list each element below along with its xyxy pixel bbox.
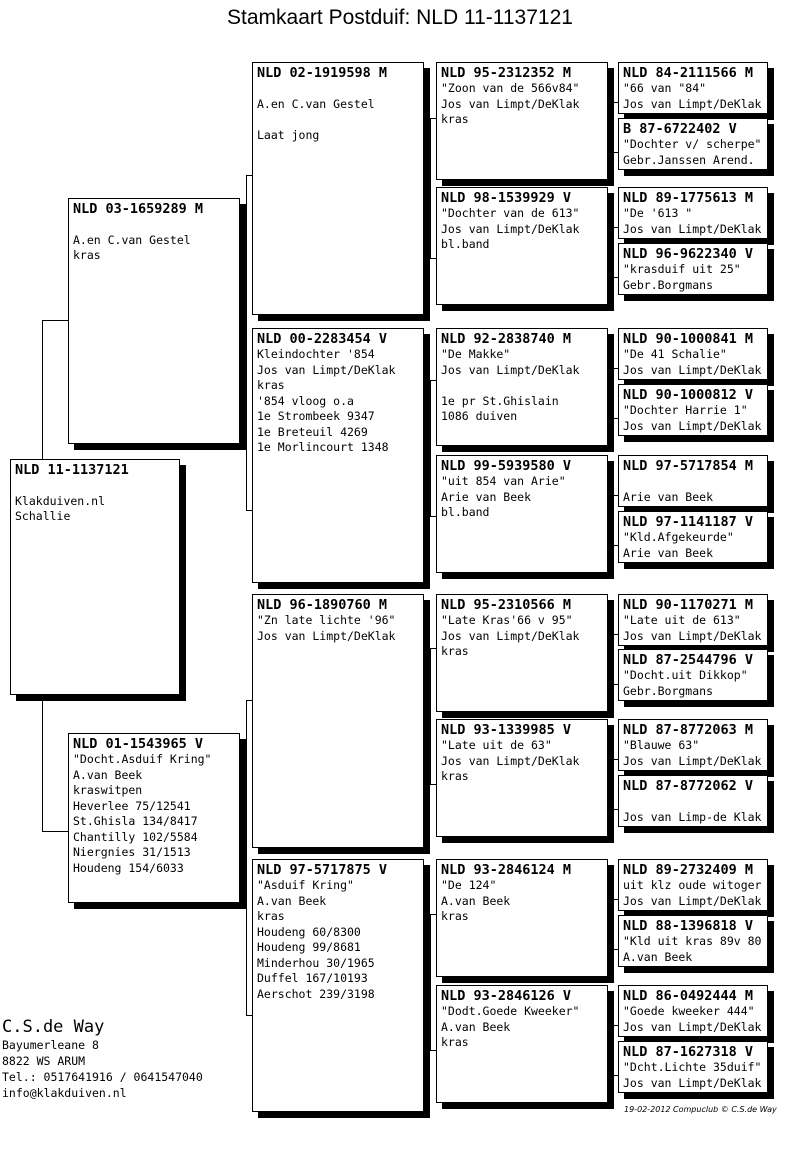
- connector-line: [612, 277, 618, 278]
- pigeon-info-line: Jos van Limpt/DeKlak: [623, 221, 762, 236]
- connector-line: [430, 914, 436, 915]
- connector-line: [430, 914, 431, 1050]
- pigeon-info-line: "66 van "84": [623, 81, 707, 95]
- pigeon-card: [436, 455, 608, 573]
- pigeon-card: [618, 985, 768, 1037]
- pigeon-info-line: kras: [441, 769, 469, 783]
- connector-line: [612, 899, 613, 949]
- pigeon-card: [252, 594, 424, 848]
- pigeon-info-line: kras: [257, 909, 285, 923]
- pigeon-card: [618, 649, 768, 701]
- ring-number: NLD 98-1539929 V: [441, 190, 572, 206]
- pigeon-info-line: "Goede kweeker 444": [623, 1004, 755, 1018]
- pigeon-info-line: [73, 217, 235, 233]
- pigeon-info-line: [257, 112, 419, 128]
- connector-line: [42, 320, 43, 459]
- pigeon-card: [252, 328, 424, 583]
- pigeon-info-line: uit klz oude witoger: [623, 878, 762, 892]
- pigeon-info-line: Aerschot 239/3198: [257, 986, 375, 1001]
- pigeon-info-line: Jos van Limpt/DeKlak: [623, 418, 762, 433]
- pigeon-info-line: "De 124": [441, 878, 497, 892]
- connector-line: [612, 495, 613, 545]
- connector-line: [612, 684, 618, 685]
- pigeon-info-line: Gebr.Borgmans: [623, 683, 714, 698]
- pigeon-card: [252, 62, 424, 315]
- connector-line: [430, 118, 436, 119]
- pigeon-info-line: Kleindochter '854: [257, 347, 375, 361]
- connector-line: [430, 118, 431, 258]
- pigeon-info-line: A.en C.van Gestel: [257, 96, 375, 111]
- pigeon-info-line: Jos van Limpt/DeKlak: [623, 893, 762, 908]
- pigeon-info-line: "Late uit de 63": [441, 738, 552, 752]
- pigeon-card: [618, 859, 768, 911]
- connector-line: [612, 759, 613, 809]
- pigeon-info-line: Jos van Limp-de Klak: [623, 809, 762, 824]
- pigeon-info-line: Houdeng 154/6033: [73, 860, 184, 875]
- ring-number: NLD 96-1890760 M: [257, 597, 388, 613]
- pigeon-card: [618, 719, 768, 771]
- connector-line: [246, 700, 247, 1015]
- pigeon-card: [252, 859, 424, 1112]
- pigeon-info-line: Houdeng 99/8681: [257, 940, 361, 954]
- pigeon-card: [618, 328, 768, 380]
- pigeon-info-line: "De '613 ": [623, 206, 693, 220]
- connector-line: [612, 495, 618, 496]
- connector-line: [612, 1025, 613, 1075]
- ring-number: NLD 01-1543965 V: [73, 736, 204, 752]
- ring-number: NLD 95-2310566 M: [441, 597, 572, 613]
- pigeon-info-line: "Dochter Harrie 1": [623, 403, 748, 417]
- pigeon-info-line: "Dodt.Goede Kweeker": [441, 1004, 580, 1018]
- connector-line: [612, 545, 618, 546]
- pigeon-info-line: "Asduif Kring": [257, 878, 354, 892]
- pigeon-info-line: [623, 474, 763, 490]
- pigeon-info-line: Jos van Limpt/DeKlak: [623, 1075, 762, 1090]
- connector-line: [430, 648, 436, 649]
- connector-line: [612, 899, 618, 900]
- pigeon-info-line: Arie van Beek: [623, 545, 714, 560]
- pigeon-info-line: Duffel 167/10193: [257, 971, 368, 985]
- pigeon-info-line: Jos van Limpt/DeKlak: [441, 628, 580, 643]
- ring-number: B 87-6722402 V: [623, 121, 737, 137]
- ring-number: NLD 90-1000812 V: [623, 387, 754, 403]
- pigeon-info-line: Minderhou 30/1965: [257, 955, 375, 970]
- pigeon-info-line: kras: [441, 112, 469, 126]
- pigeon-info-line: "Kld.Afgekeurde": [623, 530, 734, 544]
- pigeon-info-line: kras: [441, 1035, 469, 1049]
- connector-line: [612, 152, 618, 153]
- pigeon-card: [618, 384, 768, 436]
- pigeon-info-line: Arie van Beek: [623, 489, 714, 504]
- pigeon-info-line: Jos van Limpt/DeKlak: [623, 1019, 762, 1034]
- ring-number: NLD 00-2283454 V: [257, 331, 388, 347]
- owner-address-line: 8822 WS ARUM: [2, 1054, 86, 1068]
- connector-line: [612, 102, 618, 103]
- connector-line: [246, 510, 252, 511]
- ring-number: NLD 89-1775613 M: [623, 190, 754, 206]
- pigeon-info-line: Jos van Limpt/DeKlak: [623, 96, 762, 111]
- pigeon-info-line: Jos van Limpt/DeKlak: [441, 362, 580, 377]
- ring-number: NLD 87-1627318 V: [623, 1044, 754, 1060]
- pigeon-card: [68, 198, 240, 444]
- owner-name: C.S.de Way: [2, 1017, 105, 1037]
- pigeon-info-line: St.Ghisla 134/8417: [73, 814, 198, 828]
- pigeon-info-line: kras: [257, 378, 285, 392]
- pigeon-info-line: Klakduiven.nl: [15, 493, 106, 508]
- pigeon-info-line: 1e Breteuil 4269: [257, 424, 368, 439]
- pigeon-card: [618, 1041, 768, 1093]
- ring-number: NLD 93-2846126 V: [441, 988, 572, 1004]
- ring-number: NLD 95-2312352 M: [441, 65, 572, 81]
- pigeon-info-line: Schallie: [15, 509, 71, 523]
- pigeon-info-line: 1e Morlincourt 1348: [257, 440, 389, 454]
- connector-line: [612, 1075, 618, 1076]
- connector-line: [612, 368, 618, 369]
- connector-line: [430, 380, 431, 516]
- pigeon-info-line: A.van Beek: [257, 893, 327, 908]
- ring-number: NLD 87-8772062 V: [623, 778, 754, 794]
- pigeon-card: [618, 511, 768, 563]
- pigeon-info-line: "Dcht.Lichte 35duif": [623, 1060, 762, 1074]
- ring-number: NLD 11-1137121: [15, 462, 129, 478]
- pigeon-info-line: Gebr.Janssen Arend.: [623, 152, 755, 167]
- pigeon-info-line: 1e pr St.Ghislain: [441, 393, 559, 408]
- pigeon-info-line: Laat jong: [257, 127, 320, 142]
- pigeon-info-line: kraswitpen: [73, 783, 143, 797]
- pigeon-info-line: Chantilly 102/5584: [73, 829, 198, 844]
- connector-line: [612, 1025, 618, 1026]
- pigeon-info-line: "Dochter v/ scherpe": [623, 137, 762, 151]
- pigeon-info-line: Houdeng 60/8300: [257, 924, 361, 939]
- pigeon-card: [618, 62, 768, 114]
- pigeon-info-line: bl.band: [441, 505, 490, 519]
- pigeon-info-line: "Blauwe 63": [623, 738, 700, 752]
- pigeon-info-line: 1e Strombeek 9347: [257, 409, 375, 423]
- connector-line: [612, 368, 613, 418]
- ring-number: NLD 97-5717854 M: [623, 458, 754, 474]
- pigeon-info-line: Heverlee 75/12541: [73, 798, 191, 813]
- connector-line: [430, 784, 436, 785]
- pigeon-info-line: A.van Beek: [441, 1019, 511, 1034]
- pigeon-card: [618, 775, 768, 827]
- pigeon-info-line: [15, 478, 175, 494]
- ring-number: NLD 87-2544796 V: [623, 652, 754, 668]
- pigeon-info-line: "Late uit de 613": [623, 613, 741, 627]
- pigeon-info-line: "Dochter van de 613": [441, 206, 580, 220]
- pigeon-card: [436, 187, 608, 305]
- pigeon-info-line: "De 41 Schalie": [623, 347, 727, 361]
- ring-number: NLD 90-1000841 M: [623, 331, 754, 347]
- owner-block: [2, 1017, 203, 1101]
- pigeon-info-line: [623, 794, 763, 810]
- ring-number: NLD 96-9622340 V: [623, 246, 754, 262]
- connector-line: [612, 809, 618, 810]
- pigeon-info-line: "krasduif uit 25": [623, 262, 741, 276]
- pigeon-info-line: "Docht.uit Dikkop": [623, 668, 748, 682]
- page-title: Stamkaart Postduif: NLD 11-1137121: [227, 6, 573, 29]
- pigeon-info-line: "De Makke": [441, 347, 511, 361]
- connector-line: [42, 320, 68, 321]
- pigeon-info-line: Niergnies 31/1513: [73, 845, 191, 859]
- connector-line: [246, 1015, 252, 1016]
- pigeon-card: [436, 62, 608, 180]
- ring-number: NLD 88-1396818 V: [623, 918, 754, 934]
- pigeon-info-line: kras: [73, 248, 101, 262]
- pigeon-info-line: Arie van Beek: [441, 489, 532, 504]
- pigeon-card: [618, 243, 768, 295]
- ring-number: NLD 93-2846124 M: [441, 862, 572, 878]
- owner-address-line: info@klakduiven.nl: [2, 1086, 127, 1100]
- ring-number: NLD 89-2732409 M: [623, 862, 754, 878]
- pigeon-info-line: 1086 duiven: [441, 409, 518, 423]
- connector-line: [430, 380, 436, 381]
- pigeon-info-line: "Zoon van de 566v84": [441, 81, 580, 95]
- connector-line: [430, 1050, 436, 1051]
- connector-line: [246, 175, 247, 510]
- ring-number: NLD 92-2838740 M: [441, 331, 572, 347]
- connector-line: [42, 695, 43, 831]
- pigeon-info-line: bl.band: [441, 237, 490, 251]
- pigeon-info-line: A.van Beek: [441, 893, 511, 908]
- owner-address-line: Tel.: 0517641916 / 0641547040: [2, 1070, 203, 1084]
- pigeon-info-line: Jos van Limpt/DeKlak: [441, 96, 580, 111]
- connector-line: [612, 634, 613, 684]
- ring-number: NLD 87-8772063 M: [623, 722, 754, 738]
- connector-line: [246, 700, 252, 701]
- ring-number: NLD 99-5939580 V: [441, 458, 572, 474]
- owner-address-line: Bayumerleane 8: [2, 1038, 99, 1052]
- ring-number: NLD 97-5717875 V: [257, 862, 388, 878]
- ring-number: NLD 02-1919598 M: [257, 65, 388, 81]
- pigeon-card: [436, 328, 608, 446]
- pigeon-info-line: Jos van Limpt/DeKlak: [623, 628, 762, 643]
- ring-number: NLD 97-1141187 V: [623, 514, 754, 530]
- pigeon-card: [618, 915, 768, 967]
- pigeon-card: [10, 459, 180, 695]
- pigeon-info-line: Jos van Limpt/DeKlak: [257, 362, 396, 377]
- connector-line: [430, 258, 436, 259]
- pigeon-info-line: A.en C.van Gestel: [73, 232, 191, 247]
- pigeon-card: [436, 719, 608, 837]
- pigeon-info-line: [441, 378, 603, 394]
- pigeon-info-line: Jos van Limpt/DeKlak: [623, 753, 762, 768]
- connector-line: [612, 634, 618, 635]
- ring-number: NLD 90-1170271 M: [623, 597, 754, 613]
- pigeon-info-line: "Zn late lichte '96": [257, 613, 396, 627]
- connector-line: [612, 227, 618, 228]
- connector-line: [430, 648, 431, 784]
- pigeon-info-line: Jos van Limpt/DeKlak: [441, 221, 580, 236]
- pigeon-info-line: A.van Beek: [623, 949, 693, 964]
- connector-line: [612, 759, 618, 760]
- ring-number: NLD 93-1339985 V: [441, 722, 572, 738]
- connector-line: [612, 227, 613, 277]
- pigeon-card: [618, 187, 768, 239]
- ring-number: NLD 86-0492444 M: [623, 988, 754, 1004]
- pigeon-card: [68, 733, 240, 903]
- pigeon-info-line: Jos van Limpt/DeKlak: [257, 628, 396, 643]
- pigeon-card: [618, 455, 768, 507]
- pigeon-card: [618, 594, 768, 646]
- connector-line: [612, 102, 613, 152]
- connector-line: [430, 516, 436, 517]
- pigeon-info-line: A.van Beek: [73, 767, 143, 782]
- pigeon-info-line: "Docht.Asduif Kring": [73, 752, 212, 766]
- pigeon-info-line: '854 vloog o.a: [257, 393, 354, 408]
- pigeon-info-line: kras: [441, 644, 469, 658]
- pigeon-info-line: "uit 854 van Arie": [441, 474, 566, 488]
- pigeon-info-line: Jos van Limpt/DeKlak: [441, 753, 580, 768]
- footer-credit: 19-02-2012 Compuclub © C.S.de Way: [624, 1105, 777, 1114]
- pigeon-card: [436, 594, 608, 712]
- pigeon-info-line: "Late Kras'66 v 95": [441, 613, 573, 627]
- pigeon-card: [436, 985, 608, 1103]
- ring-number: NLD 84-2111566 M: [623, 65, 754, 81]
- pigeon-card: [618, 118, 768, 170]
- connector-line: [42, 831, 68, 832]
- pigeon-info-line: "Kld uit kras 89v 80: [623, 934, 762, 948]
- pigeon-info-line: kras: [441, 909, 469, 923]
- connector-line: [246, 175, 252, 176]
- ring-number: NLD 03-1659289 M: [73, 201, 204, 217]
- connector-line: [612, 949, 618, 950]
- pigeon-info-line: Jos van Limpt/DeKlak: [623, 362, 762, 377]
- pigeon-card: [436, 859, 608, 977]
- connector-line: [612, 418, 618, 419]
- pigeon-info-line: [257, 81, 419, 97]
- pigeon-info-line: Gebr.Borgmans: [623, 277, 714, 292]
